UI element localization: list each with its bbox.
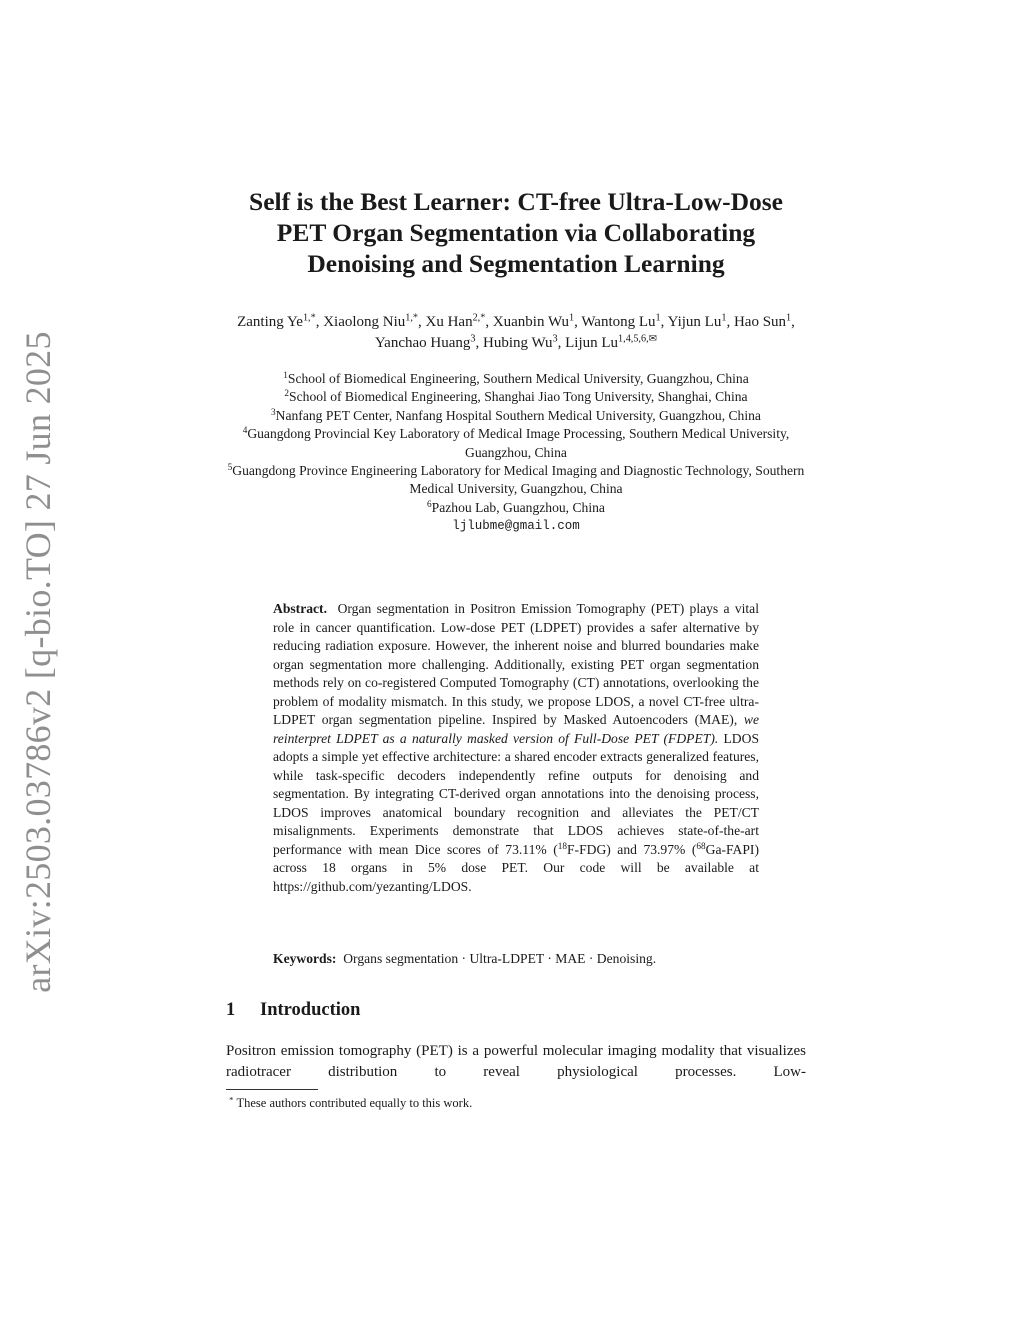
- abstract-text: Organ segmentation in Positron Emission Tomography (PET) plays a vital role in cancer quantification. Low-dose PET (LDPET) provides a safer alternative by reducing radiation exposure. However, the inherent noise and blurred boundaries make organ segmentation more challenging. Additionally, existing PET organ segmentation methods rely on co-registered Computed Tomography (CT) annotations, overlooking the problem of modality mismatch. In this study, we propose LDOS, a novel CT-free ultra-LDPET organ segmentation pipeline. Inspired by Masked Autoencoders (MAE),: [273, 601, 759, 727]
- author-list: Zanting $Ye^{1,*}$, Xiaolong Niu$^{1,*}$, Xu Han$^{2,*}$, Xuanbin Wu$^1$, Wantong Lu$^1$, Yijun Lu$^1$, Hao Sun$^1$, Yanchao Huang$^3$, Hubing Wu$^3$, Lijun $Lu^{1,4,5,6,✉}$: [237, 312, 795, 351]
- affiliation-mark: 1: [283, 369, 288, 380]
- author-name: Lijun Lu: [565, 335, 619, 351]
- footnote-marker: *: [229, 1094, 234, 1105]
- author-affiliation-mark: 1: [721, 312, 727, 324]
- keywords: [273, 950, 759, 969]
- author-name: Wantong Lu: [581, 314, 656, 330]
- author-affiliation-mark: 1,*: [405, 312, 418, 324]
- title-line: PET Organ Segmentation via Collaborating: [276, 218, 756, 247]
- keywords-text: Organs segmentation · Ultra-LDPET · MAE · Denoising.: [343, 951, 657, 966]
- author-name: Xiaolong Niu: [323, 314, 406, 330]
- author-affiliation-mark: 2,*: [472, 312, 486, 324]
- author-name: Hubing Wu: [482, 335, 553, 351]
- abstract-label: Abstract.: [273, 601, 327, 616]
- affiliation-item: [226, 499, 806, 517]
- affiliation-mark: 6: [427, 498, 432, 509]
- author-name: Zanting Ye: [237, 314, 303, 330]
- affiliation-text: School of Biomedical Engineering, Southern Medical University, Guangzhou, China: [287, 371, 749, 386]
- abstract-emphasis: we reinterpret LDPET as a naturally masked version of Full-Dose PET (FDPET).: [273, 712, 759, 746]
- keywords-label: Keywords:: [273, 951, 337, 966]
- isotope-mark: 18: [557, 840, 567, 851]
- abstract: [273, 600, 759, 896]
- affiliation-list: [226, 370, 806, 536]
- abstract-text: LDOS adopts a simple yet effective architecture: a shared encoder extracts generalized features, while task-specific decoders independently refine outputs for denoising and segmentation. By integrating CT-derived organ annotations into the denoising process, LDOS improves anatomical boundary recognition and alleviates the PET/CT misalignments. Experiments demonstrate that LDOS achieves state-of-the-art performance with mean Dice scores of 73.11% (: [273, 730, 759, 857]
- author-affiliation-mark: 1: [569, 312, 575, 324]
- affiliation-mark: 2: [284, 388, 290, 399]
- isotope-mark: 68: [696, 840, 706, 851]
- abstract-text: F-FDG) and 73.97% (: [566, 841, 697, 857]
- author-affiliation-mark: 1,4,5,6,✉: [618, 333, 658, 345]
- footnote-text: These authors contributed equally to this work.: [236, 1096, 473, 1110]
- affiliation-item: [226, 388, 806, 406]
- affiliation-text: Guangdong Province Engineering Laboratory for Medical Imaging and Diagnostic Technology, Southern Medical University, Guangzhou, China: [232, 463, 805, 497]
- affiliation-item: [226, 370, 806, 388]
- author-name: Xu Han: [425, 314, 473, 330]
- author-affiliation-mark: 1,*: [302, 312, 316, 324]
- footnote: [226, 1095, 472, 1111]
- affiliation-item: [226, 462, 806, 499]
- affiliation-item: [226, 425, 806, 462]
- corresponding-email[interactable]: ljlubme@gmail.com: [452, 519, 580, 534]
- title-line: Self is the Best Learner: CT-free Ultra-Low-Dose: [249, 187, 783, 216]
- affiliation-text: Pazhou Lab, Guangzhou, China: [431, 499, 605, 515]
- affiliation-mark: 3: [271, 406, 276, 417]
- arxiv-identifier-stamp: arXiv:2503.03786v2 [q-bio.TO] 27 Jun 2025: [18, 331, 58, 993]
- title-line: Denoising and Segmentation Learning: [307, 249, 725, 278]
- author-name: Xuanbin Wu: [492, 314, 570, 330]
- affiliation-item: [226, 407, 806, 425]
- author-name: Yijun Lu: [667, 314, 722, 330]
- section-title: Introduction: [260, 1000, 361, 1020]
- author-affiliation-mark: 3: [470, 333, 476, 345]
- author-affiliation-mark: 3: [552, 333, 558, 345]
- author-affiliation-mark: 1: [655, 312, 661, 324]
- abstract-text: Ga-FAPI) across 18 organs in 5% dose PET. Our code will be available at https://github.com/yezanting/LDOS.: [273, 841, 759, 894]
- affiliation-mark: 5: [227, 461, 233, 472]
- paper-title: [226, 186, 806, 279]
- introduction-paragraph: Positron emission tomography (PET) is a powerful molecular imaging modality that visualizes radiotracer distribution to reveal physiological processes. Low-: [226, 1043, 806, 1080]
- affiliation-mark: 4: [242, 425, 248, 436]
- affiliation-text: Nanfang PET Center, Nanfang Hospital Southern Medical University, Guangzhou, China: [275, 407, 761, 423]
- affiliation-text: Guangdong Provincial Key Laboratory of Medical Image Processing, Southern Medical University, Guangzhou, China: [247, 426, 790, 460]
- author-name: Yanchao Huang: [374, 335, 471, 351]
- author-affiliation-mark: 1: [786, 312, 792, 324]
- author-name: Hao Sun: [733, 314, 787, 330]
- footnote-rule: [226, 1089, 318, 1090]
- section-number: 1: [226, 1000, 236, 1020]
- affiliation-text: School of Biomedical Engineering, Shanghai Jiao Tong University, Shanghai, China: [289, 389, 748, 405]
- section-heading: [226, 1000, 360, 1021]
